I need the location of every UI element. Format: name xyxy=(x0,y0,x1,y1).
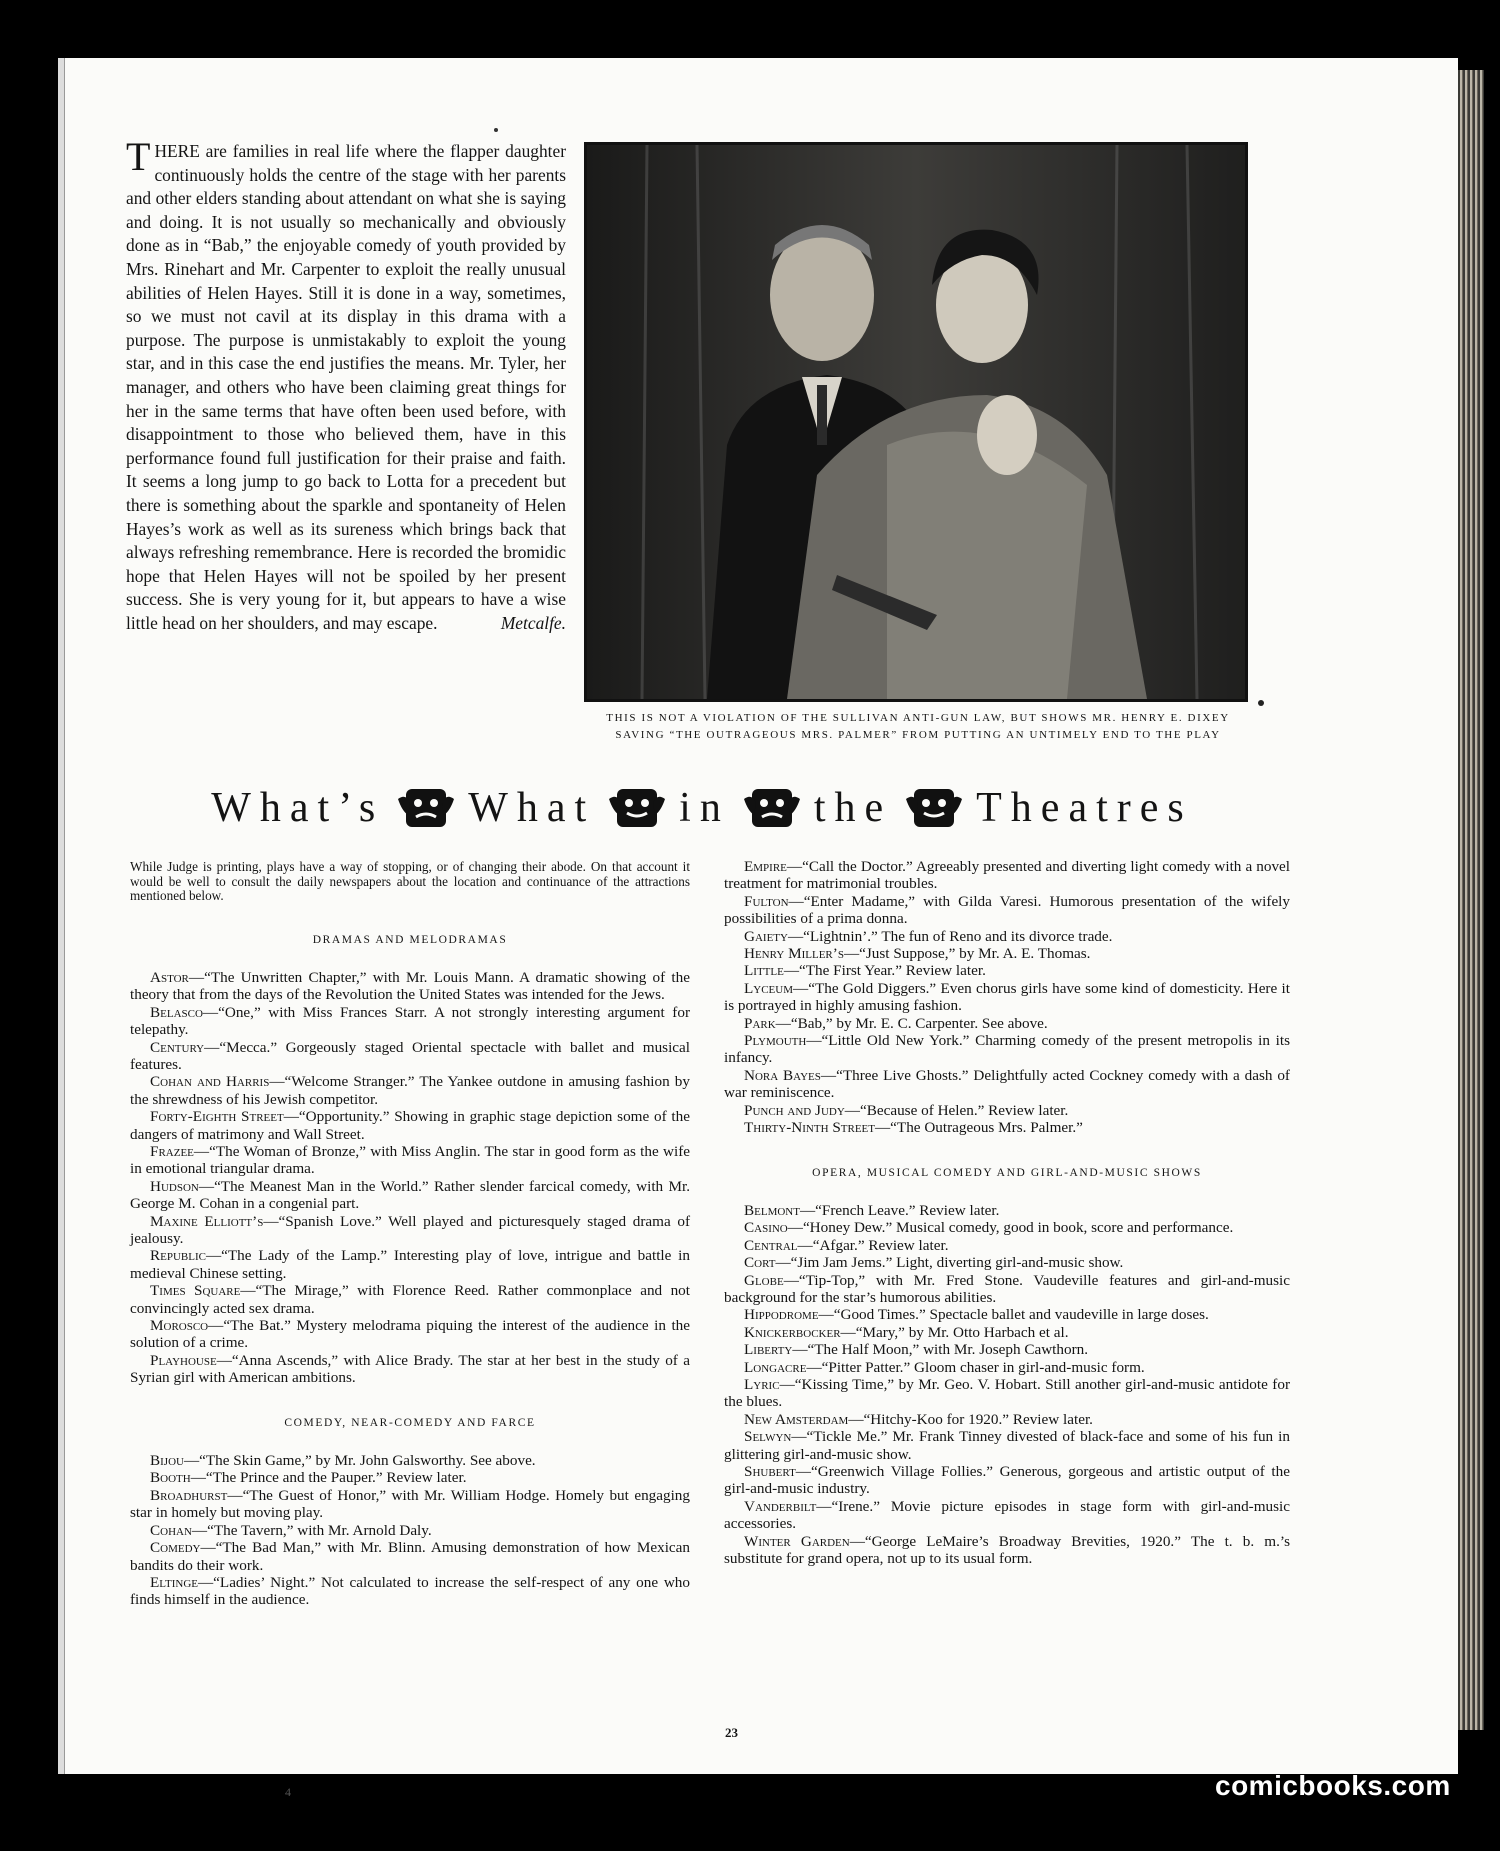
section-heading: DRAMAS AND MELODRAMAS xyxy=(312,933,508,946)
production-photo xyxy=(584,142,1248,702)
listing-description: —“Tickle Me.” Mr. Frank Tinney divested of black-face and some of his fun in glittering girl-and-music show. xyxy=(724,1428,1290,1463)
theatre-name: Globe xyxy=(744,1271,784,1289)
page-number: 23 xyxy=(725,1725,738,1740)
listing-description: —“The Bad Man,” with Mr. Blinn. Amusing demonstration of how Mexican bandits do their work. xyxy=(130,1539,690,1574)
theatre-listing xyxy=(130,1143,690,1178)
listing-description: —“Lightnin’.” The fun of Reno and its divorce trade. xyxy=(787,927,1113,945)
listing-description: —“Opportunity.” Showing in graphic stage depiction some of the dangers of matrimony and Wall Street. xyxy=(130,1108,690,1143)
theatre-listing xyxy=(130,1213,690,1248)
theatre-name: Central xyxy=(744,1236,798,1254)
photo-illustration xyxy=(587,145,1245,699)
photo-caption: THIS IS NOT A VIOLATION OF THE SULLIVAN ANTI-GUN LAW, BUT SHOWS MR. HENRY E. DIXEY SAVING “THE OUTRAGEOUS MRS. PALMER” FROM PUTTING AN UNTIMELY END TO THE PLAY xyxy=(606,712,1230,741)
listing-description: —“Good Times.” Spectacle ballet and vaudeville in large doses. xyxy=(818,1306,1209,1324)
theatre-listing xyxy=(724,1428,1290,1463)
listing-description: —“The Meanest Man in the World.” Rather slender farcical comedy, with Mr. George M. Cohan in a congenial part. xyxy=(130,1177,690,1213)
title-word: Theatres xyxy=(976,785,1193,831)
theatre-listing xyxy=(724,1272,1290,1307)
listing-description: —“The Outrageous Mrs. Palmer.” xyxy=(874,1119,1083,1137)
theatre-listing xyxy=(724,980,1290,1015)
listing-description: —“Three Live Ghosts.” Delightfully acted Cockney comedy with a dash of war reminiscence. xyxy=(724,1066,1290,1102)
title-word: the xyxy=(813,785,893,831)
theatre-name: Fulton xyxy=(744,892,789,910)
theatre-name: Belmont xyxy=(744,1201,800,1219)
listing-description: —“Enter Madame,” with Gilda Varesi. Humorous presentation of the wifely possibilities of a prima donna. xyxy=(724,892,1290,928)
theatre-listing xyxy=(724,1119,1290,1136)
theatre-listing xyxy=(130,1247,690,1282)
theatre-listing xyxy=(724,1219,1290,1236)
theatre-listing xyxy=(724,1341,1290,1358)
section-heading: COMEDY, NEAR-COMEDY AND FARCE xyxy=(284,1416,536,1429)
editor-notice: While Judge is printing, plays have a way of stopping, or of changing their abode. On that account it would be well to consult the daily newspapers about the location and continuance of the attractions mentioned below. xyxy=(130,859,690,903)
theatre-listing xyxy=(130,1574,690,1609)
listing-description: —“The Bat.” Mystery melodrama piquing the interest of the audience in the solution of a crime. xyxy=(130,1317,690,1352)
theatre-name: Frazee xyxy=(150,1142,194,1160)
theatre-name: Lyric xyxy=(744,1375,780,1393)
theatre-name: Belasco xyxy=(150,1003,203,1021)
listing-description: —“The Guest of Honor,” with Mr. William Hodge. Homely but engaging star in homely but moving play. xyxy=(130,1486,690,1522)
theatre-listing xyxy=(724,1254,1290,1271)
theatre-name: Cohan and Harris xyxy=(150,1073,270,1091)
theatre-name: Comedy xyxy=(150,1539,201,1557)
theatre-listing xyxy=(724,962,1290,979)
review-body: HERE are families in real life where the flapper daughter continuously holds the centre of the stage with her parents and other elders standing about attendant on what she is saying and doing. It is not usually so mechanically and obviously done as in “Bab,” the enjoyable comedy of youth provided by Mrs. Rinehart and Mr. Carpenter to exploit the really unusual abilities of Helen Hayes. Still it is done in a way, sometimes, so we must not cavil at its display in this drama with a purpose. The purpose is unmistakably to exploit the young star, and in this case the end justifies the means. Mr. Tyler, her manager, and others who have been claiming great things for her in the same terms that have often been used before, with disappointment to those who believed them, have in this performance found full justification for their praise and faith. It seems a long jump to go back to Lotta for a precedent but there is something about the sparkle and spontaneity of Helen Hayes’s work as well as its sureness which brings back that always refreshing remembrance. Here is recorded the bromidic hope that Helen Hayes will not be spoiled by her present success. She is very young for it, but appears to have a wise little head on her shoulders, and may escape. xyxy=(126,141,566,633)
theatre-name: Punch and Judy xyxy=(744,1101,845,1119)
author-signature: Metcalfe. xyxy=(500,612,566,633)
theatre-listing xyxy=(130,1178,690,1213)
listing-description: —“The Woman of Bronze,” with Miss Anglin. The star in good form as the wife in emotional triangular drama. xyxy=(130,1142,690,1178)
theatre-name: Longacre xyxy=(744,1358,807,1376)
listing-description: —“Afgar.” Review later. xyxy=(797,1236,949,1254)
listing-description: —“Mary,” by Mr. Otto Harbach et al. xyxy=(840,1323,1069,1341)
theatre-name: Booth xyxy=(150,1469,191,1487)
theatre-listing xyxy=(130,1352,690,1387)
comedy-listings-part-2 xyxy=(724,858,1290,1137)
theatre-name: Playhouse xyxy=(150,1351,217,1369)
listing-description: —“Anna Ascends,” with Alice Brady. The star at her best in the study of a Syrian girl with American ambitions. xyxy=(130,1351,690,1387)
theatre-name: Shubert xyxy=(744,1463,796,1480)
theatre-name: Vanderbilt xyxy=(744,1497,817,1515)
theatre-listing xyxy=(724,1498,1290,1533)
listing-description: —“The Tavern,” with Mr. Arnold Daly. xyxy=(191,1521,432,1539)
drama-listings xyxy=(130,969,690,1387)
review-paragraph xyxy=(126,134,566,635)
site-watermark: comicbooks.com xyxy=(1215,1770,1451,1801)
listing-description: —“Tip-Top,” with Mr. Fred Stone. Vaudeville features and girl-and-music background for the star’s humorous abilities. xyxy=(724,1271,1290,1306)
listing-description: —“The First Year.” Review later. xyxy=(783,962,986,980)
theatre-name: Cort xyxy=(744,1254,776,1272)
theatre-name: Hudson xyxy=(150,1177,199,1195)
theatre-name: Eltinge xyxy=(150,1573,198,1591)
theatre-listing xyxy=(724,1237,1290,1254)
theatre-listing xyxy=(724,858,1290,893)
listing-description: —“The Lady of the Lamp.” Interesting play of love, intrigue and battle in medieval Chinese setting. xyxy=(130,1247,690,1282)
theatre-listing xyxy=(130,1073,690,1108)
theatre-listing xyxy=(130,1469,690,1486)
theatre-name: Century xyxy=(150,1038,205,1056)
theatre-listing xyxy=(130,1282,690,1317)
theatre-name: New Amsterdam xyxy=(744,1410,849,1428)
theatre-name: Cohan xyxy=(150,1521,192,1539)
listing-description: —“The Unwritten Chapter,” with Mr. Louis Mann. A dramatic showing of the theory that from the days of the Revolution the United States was intended for the Jews. xyxy=(130,968,690,1004)
page-stack-edge xyxy=(1458,70,1484,1730)
theatre-name: Plymouth xyxy=(744,1032,807,1050)
theatre-name: Lyceum xyxy=(744,979,794,997)
theatre-listing xyxy=(724,1533,1290,1568)
theatre-listing xyxy=(130,1452,690,1469)
theatre-listing xyxy=(724,1102,1290,1119)
listing-description: —“Welcome Stranger.” The Yankee outdone in amusing fashion by the shrewdness of his Jewish competitor. xyxy=(130,1073,690,1108)
listing-description: —“Bab,” by Mr. E. C. Carpenter. See above. xyxy=(775,1014,1048,1032)
theatre-listing xyxy=(130,1522,690,1539)
theatre-name: Forty-Eighth Street xyxy=(150,1108,284,1126)
theatre-mask-icon xyxy=(398,785,454,831)
listing-description: —“Irene.” Movie picture episodes in stage form with girl-and-music accessories. xyxy=(724,1497,1290,1533)
theatre-listing xyxy=(130,1004,690,1039)
page-left-edge xyxy=(58,58,65,1774)
listing-description: —“The Prince and the Pauper.” Review later. xyxy=(190,1469,467,1487)
listing-description: —“The Skin Game,” by Mr. John Galsworthy. See above. xyxy=(183,1452,536,1470)
theatre-name: Astor xyxy=(150,968,189,986)
listing-description: —“Spanish Love.” Well played and picturesquely staged drama of jealousy. xyxy=(130,1212,690,1247)
theatre-listing xyxy=(130,969,690,1004)
theatre-name: Little xyxy=(744,962,784,980)
theatre-mask-icon xyxy=(906,785,962,831)
listing-description: —“The Half Moon,” with Mr. Joseph Cawthorn. xyxy=(792,1341,1089,1359)
theatre-name: Knickerbocker xyxy=(744,1323,841,1341)
theatre-listing xyxy=(724,1324,1290,1341)
theatre-name: Morosco xyxy=(150,1317,209,1335)
theatre-listing xyxy=(130,1487,690,1522)
binding-shadow xyxy=(38,176,52,1836)
theatre-listing xyxy=(724,1202,1290,1219)
theatre-name: Thirty-Ninth Street xyxy=(744,1119,875,1137)
theatre-listing xyxy=(130,1108,690,1143)
theatre-name: Bijou xyxy=(150,1452,184,1470)
theatre-name: Liberty xyxy=(744,1341,793,1359)
theatre-mask-icon xyxy=(744,785,800,831)
comedy-listings-part-1 xyxy=(130,1452,690,1609)
theatre-name: Empire xyxy=(744,858,787,875)
listings-column-right xyxy=(724,858,1290,1567)
theatre-listing xyxy=(724,1067,1290,1102)
ink-dot xyxy=(1258,700,1264,706)
listing-description: —“French Leave.” Review later. xyxy=(799,1201,1000,1219)
theatre-listing xyxy=(130,1039,690,1074)
margin-mark: 4 xyxy=(285,1785,291,1799)
theatre-listing xyxy=(130,1539,690,1574)
theatre-name: Henry Miller’s xyxy=(744,945,844,963)
listing-description: —“Jim Jam Jems.” Light, diverting girl-and-music show. xyxy=(775,1254,1124,1272)
theatre-listing xyxy=(724,1463,1290,1498)
theatre-name: Broadhurst xyxy=(150,1486,228,1504)
theatre-name: Maxine Elliott’s xyxy=(150,1212,264,1230)
theatre-listing xyxy=(724,1015,1290,1032)
theatre-listing xyxy=(724,1411,1290,1428)
listing-description: —“Call the Doctor.” Agreeably presented and diverting light comedy with a novel treatment for matrimonial troubles. xyxy=(724,858,1290,893)
listing-description: —“Little Old New York.” Charming comedy of the present metropolis in its infancy. xyxy=(724,1032,1290,1067)
theatre-listing xyxy=(724,1359,1290,1376)
theatre-name: Park xyxy=(744,1014,776,1032)
theatre-listing xyxy=(724,945,1290,962)
theatre-listing xyxy=(724,928,1290,945)
theatre-name: Hippodrome xyxy=(744,1306,819,1324)
ink-speck xyxy=(494,128,498,132)
listing-description: —“Mecca.” Gorgeously staged Oriental spectacle with ballet and musical features. xyxy=(130,1038,690,1073)
theatre-name: Nora Bayes xyxy=(744,1066,821,1084)
listing-description: —“The Gold Diggers.” Even chorus girls have some kind of domesticity. Here it is portrayed in highly amusing fashion. xyxy=(724,979,1290,1015)
title-word: in xyxy=(679,785,730,831)
theatre-name: Republic xyxy=(150,1247,206,1265)
theatre-name: Gaiety xyxy=(744,927,788,945)
listing-description: —“Ladies’ Night.” Not calculated to increase the self-respect of any one who finds himself in the audience. xyxy=(130,1573,690,1609)
title-word: What xyxy=(468,785,596,831)
listing-description: —“One,” with Miss Frances Starr. A not strongly interesting argument for telepathy. xyxy=(130,1003,690,1039)
listing-description: —“Hitchy-Koo for 1920.” Review later. xyxy=(848,1410,1093,1428)
listing-description: —“Greenwich Village Follies.” Generous, gorgeous and artistic output of the girl-and-music industry. xyxy=(724,1463,1290,1498)
listing-description: —“Honey Dew.” Musical comedy, good in book, score and performance. xyxy=(787,1219,1234,1237)
theatre-listing xyxy=(724,1376,1290,1411)
listing-description: —“Kissing Time,” by Mr. Geo. V. Hobart. Still another girl-and-music antidote for the blues. xyxy=(724,1375,1290,1411)
listings-column-left xyxy=(130,860,690,1609)
section-heading: OPERA, MUSICAL COMEDY AND GIRL-AND-MUSIC SHOWS xyxy=(812,1166,1202,1179)
theatre-name: Casino xyxy=(744,1219,788,1237)
section-title xyxy=(152,778,1252,838)
theatre-listing xyxy=(724,893,1290,928)
listing-description: —“The Mirage,” with Florence Reed. Rather commonplace and not convincingly acted sex drama. xyxy=(130,1282,690,1317)
listing-description: —“Just Suppose,” by Mr. A. E. Thomas. xyxy=(843,945,1091,963)
theatre-name: Winter Garden xyxy=(744,1532,850,1550)
listing-description: —“George LeMaire’s Broadway Brevities, 1920.” The t. b. m.’s substitute for grand opera, not up to its usual form. xyxy=(724,1532,1290,1568)
listing-description: —“Pitter Patter.” Gloom chaser in girl-and-music form. xyxy=(806,1358,1145,1376)
theatre-listing xyxy=(724,1306,1290,1323)
title-word: What’s xyxy=(211,785,385,831)
opera-listings xyxy=(724,1202,1290,1568)
theatre-listing xyxy=(130,1317,690,1352)
theatre-mask-icon xyxy=(609,785,665,831)
listing-description: —“Because of Helen.” Review later. xyxy=(844,1101,1069,1119)
theatre-name: Times Square xyxy=(150,1282,241,1300)
drop-cap: T xyxy=(126,134,151,179)
theatre-listing xyxy=(724,1032,1290,1067)
theatre-name: Selwyn xyxy=(744,1428,792,1446)
